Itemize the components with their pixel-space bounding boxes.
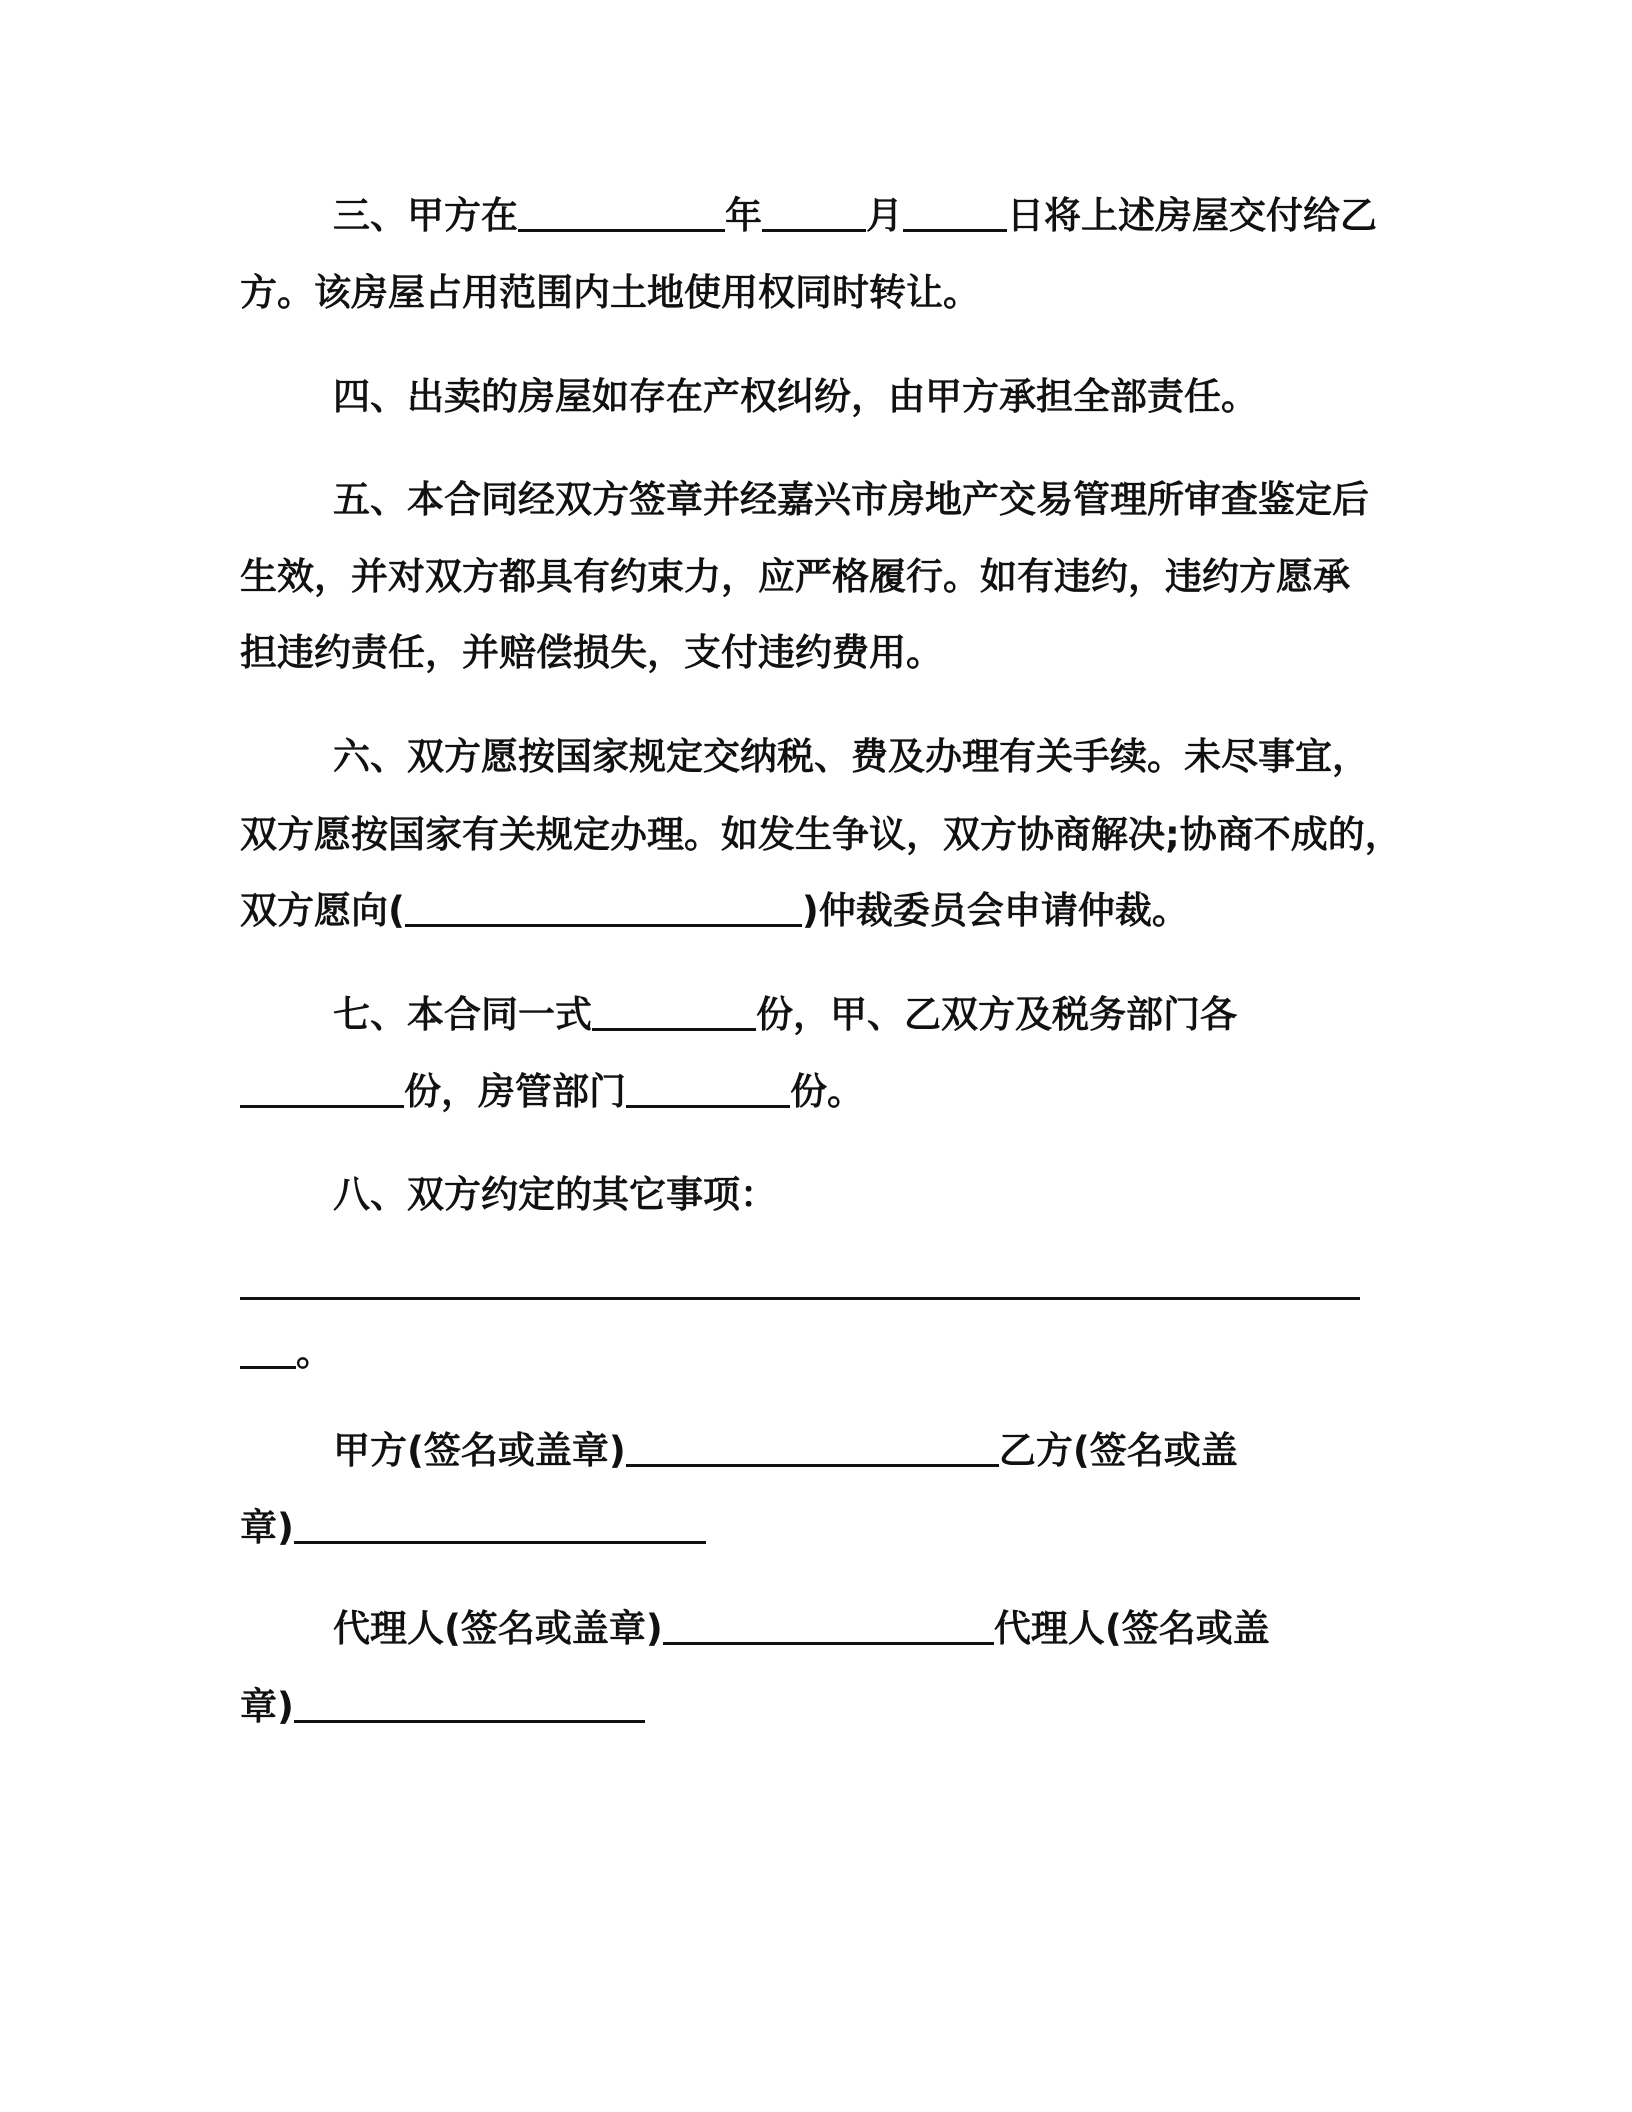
blank-copies-each (240, 1073, 404, 1108)
text: 甲方(签名或盖章) (333, 1429, 626, 1472)
clause-3-line-1 (333, 194, 1377, 238)
text: 份。 (790, 1070, 864, 1113)
text: 乙方(签名或盖 (998, 1429, 1238, 1472)
clause-4: 四、出卖的房屋如存在产权纠纷，由甲方承担全部责任。 (333, 375, 1258, 418)
text: 章) (240, 1685, 294, 1728)
text: 章) (240, 1506, 294, 1549)
clause-8-heading: 八、双方约定的其它事项： (333, 1173, 777, 1216)
blank-copies-housing (626, 1073, 790, 1108)
clause-7-line-2 (240, 1070, 864, 1114)
text: 份，房管部门 (404, 1070, 626, 1113)
signature-parties-line-2 (240, 1506, 706, 1550)
text: 份，甲、乙双方及税务部门各 (756, 993, 1237, 1036)
clause-3-line-2: 方。该房屋占用范围内土地使用权同时转让。 (240, 271, 980, 314)
blank-copies (592, 996, 756, 1031)
clause-5-line-3: 担违约责任，并赔偿损失，支付违约费用。 (240, 631, 943, 674)
text: 三、甲方在 (333, 194, 518, 237)
clause-5-line-2: 生效，并对双方都具有约束力，应严格履行。如有违约，违约方愿承 (240, 555, 1350, 598)
blank-other-matters-end (240, 1334, 296, 1369)
clause-5-line-1: 五、本合同经双方签章并经嘉兴市房地产交易管理所审查鉴定后 (333, 478, 1369, 521)
clause-8-blank-line (240, 1262, 1360, 1306)
clause-6-line-3 (240, 889, 1189, 933)
clause-6-line-1: 六、双方愿按国家规定交纳税、费及办理有关手续。未尽事宜， (333, 735, 1369, 778)
clause-7-line-1 (333, 993, 1237, 1037)
text: 日将上述房屋交付给乙 (1007, 194, 1377, 237)
blank-agent-a-signature (663, 1610, 994, 1645)
blank-agent-b-signature (294, 1688, 645, 1723)
blank-arbitration (405, 892, 802, 927)
text: 月 (866, 194, 903, 237)
text: 七、本合同一式 (333, 993, 592, 1036)
signature-agents-line-1 (333, 1607, 1270, 1651)
signature-agents-line-2 (240, 1685, 645, 1729)
blank-day (903, 197, 1007, 232)
blank-other-matters (240, 1265, 1360, 1300)
text: 。 (296, 1331, 333, 1374)
clause-8-blank-end (240, 1331, 333, 1375)
clause-6-line-2: 双方愿按国家有关规定办理。如发生争议，双方协商解决;协商不成的， (240, 813, 1402, 856)
text: 代理人(签名或盖 (993, 1607, 1270, 1650)
text: 代理人(签名或盖章) (333, 1607, 663, 1650)
blank-month (762, 197, 866, 232)
text: )仲裁委员会申请仲裁。 (801, 889, 1189, 932)
blank-party-b-signature (294, 1509, 706, 1544)
text: 年 (725, 194, 762, 237)
blank-year (518, 197, 725, 232)
signature-parties-line-1 (333, 1429, 1238, 1473)
blank-party-a-signature (626, 1432, 999, 1467)
text: 双方愿向( (240, 889, 405, 932)
